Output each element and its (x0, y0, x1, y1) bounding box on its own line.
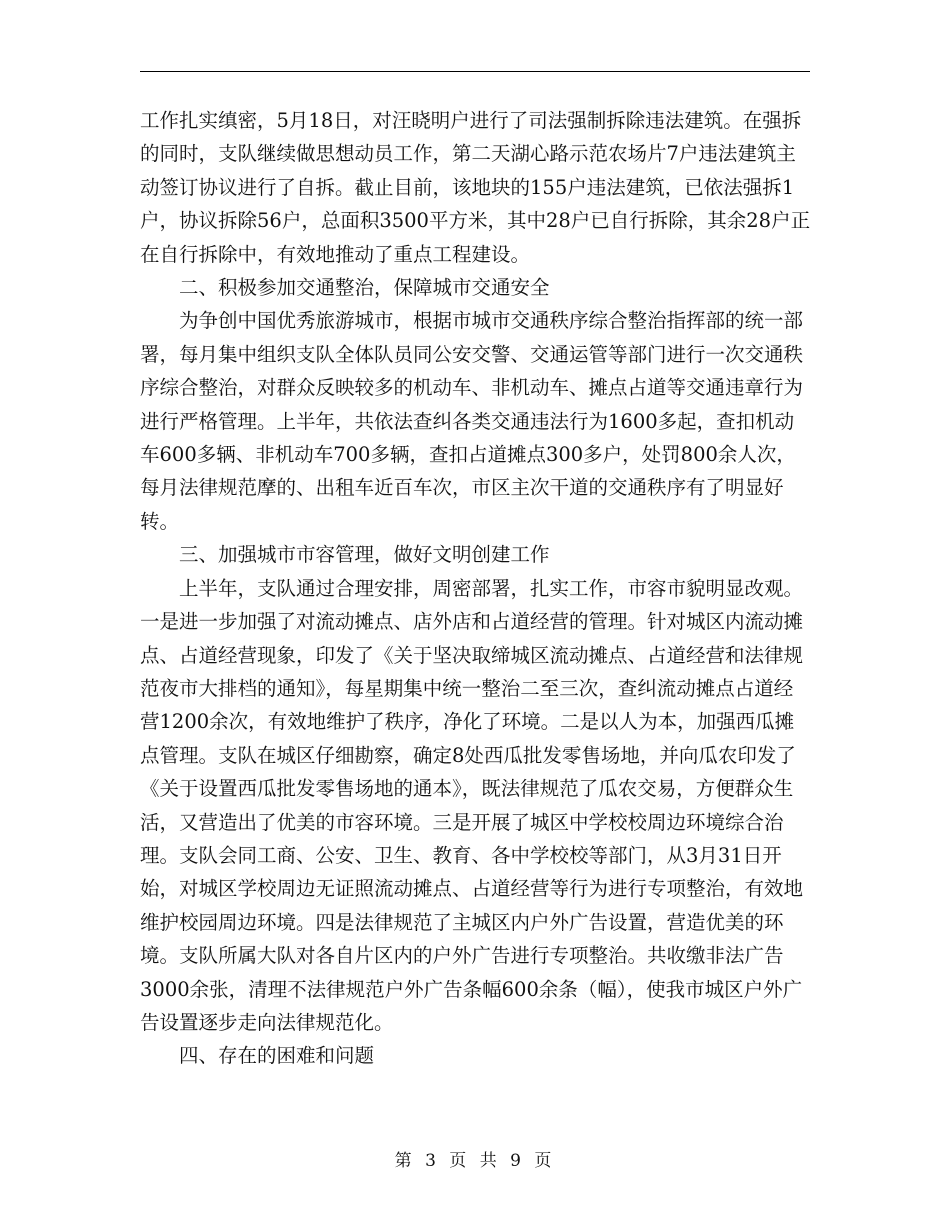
section-heading: 四、存在的困难和问题 (179, 1044, 375, 1068)
section-heading: 二、积极参加交通整治，保障城市交通安全 (179, 276, 550, 300)
page-number-footer: 第 3 页 共 9 页 (394, 1151, 556, 1171)
document-body (140, 104, 812, 1073)
body-paragraph: 上半年，支队通过合理安排，周密部署，扎实工作，市容市貌明显改观。一是进一步加强了对流动摊点、店外店和占道经营的管理。针对城区内流动摊点、占道经营现象，印发了《关于坚决取缔城区流动摊点、占道经营和法律规范夜市大排档的通知》，每星期集中统一整治二至三次，查纠流动摊点占道经营1200余次，有效地维护了秩序，净化了环境。二是以人为本，加强西瓜摊点管理。支队在城区仔细勘察，确定8处西瓜批发零售场地，并向瓜农印发了《关于设置西瓜批发零售场地的通本》，既法律规范了瓜农交易，方便群众生活，又营造出了优美的市容环境。三是开展了城区中学校校周边环境综合治理。支队会同工商、公安、卫生、教育、各中学校校等部门，从3月31日开始，对城区学校周边无证照流动摊点、占道经营等行为进行专项整治，有效地维护校园周边环境。四是法律规范了主城区内户外广告设置，营造优美的环境。支队所属大队对各自片区内的户外广告进行专项整治。共收缴非法广告3000余张，清理不法律规范户外广告条幅600余条（幅），使我市城区户外广告设置逐步走向法律规范化。 (140, 576, 804, 1034)
body-paragraph: 为争创中国优秀旅游城市，根据市城市交通秩序综合整治指挥部的统一部署，每月集中组织支队全体队员同公安交警、交通运管等部门进行一次交通秩序综合整治，对群众反映较多的机动车、非机动车、摊点占道等交通违章行为进行严格管理。上半年，共依法查纠各类交通违法行为1600多起，查扣机动车600多辆、非机动车700多辆，查扣占道摊点300多户，处罚800余人次，每月法律规范摩的、出租车近百车次，市区主次干道的交通秩序有了明显好转。 (140, 309, 804, 533)
header-rule (140, 71, 810, 72)
body-paragraph: 工作扎实缜密，5月18日，对汪晓明户进行了司法强制拆除违法建筑。在强拆的同时，支队继续做思想动员工作，第二天湖心路示范农场片7户违法建筑主动签订协议进行了自拆。截止目前，该地块的155户违法建筑，已依法强拆1户，协议拆除56户，总面积3500平方米，其中28户已自行拆除，其余28户正在自行拆除中，有效地推动了重点工程建设。 (140, 109, 811, 266)
section-heading: 三、加强城市市容管理，做好文明创建工作 (179, 543, 550, 567)
